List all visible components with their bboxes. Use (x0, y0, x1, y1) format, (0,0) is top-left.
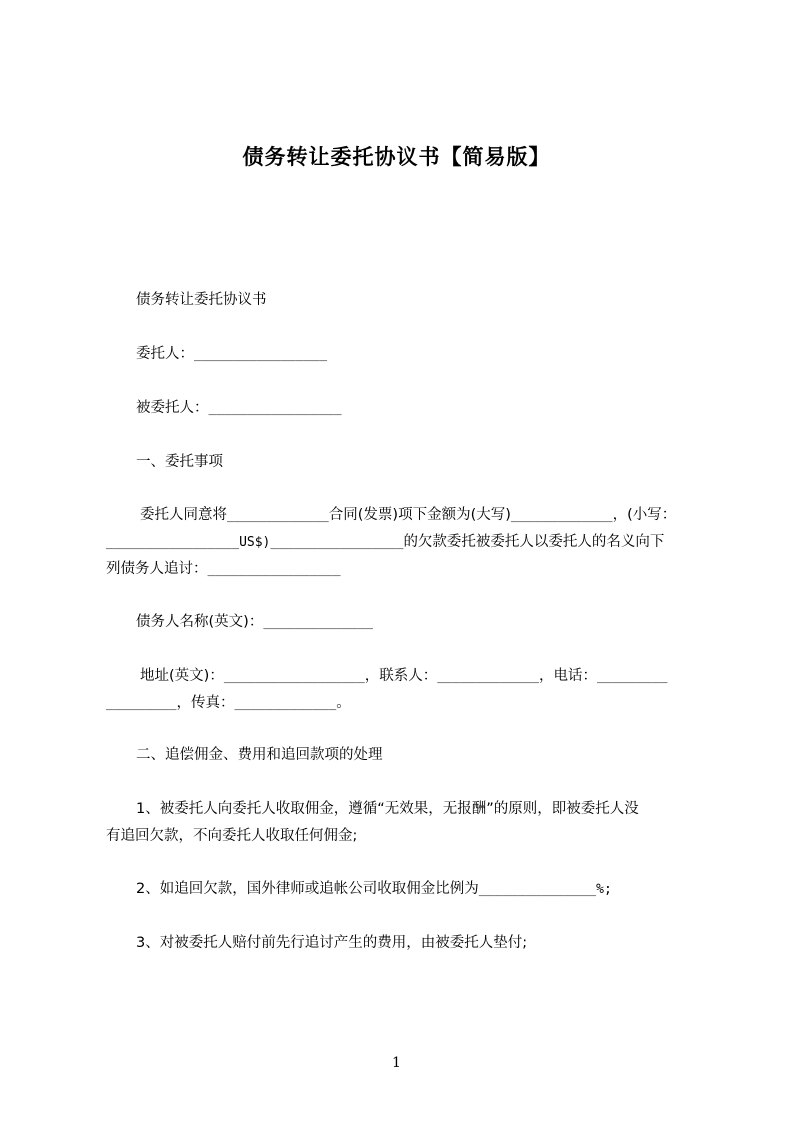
amount-blank-2: _________________ (270, 535, 404, 550)
address-label: 地址(英文)： (140, 668, 224, 684)
para1-line1 (140, 506, 740, 525)
contact-blank: _____________ (437, 669, 539, 684)
phone-blank: _________ (596, 669, 668, 684)
agent-line (136, 399, 736, 418)
para1-line3 (106, 560, 706, 579)
currency-label: US$) (239, 535, 271, 550)
section2-heading: 二、追偿佣金、费用和追回款项的处理 (136, 747, 383, 763)
address-line2 (106, 694, 706, 713)
amount-figures-blank: _________________ (106, 535, 240, 550)
client-blank: _________________ (194, 347, 328, 362)
contact-label: ，联系人： (364, 668, 438, 684)
client-label: 委托人： (136, 346, 194, 362)
document-title: 债务转让委托协议书【简易版】 (242, 145, 551, 169)
contract-blank: _____________ (227, 508, 329, 523)
address-line1 (140, 667, 740, 686)
para1-text-j: 列债务人追讨： (106, 561, 208, 577)
phone-label: ，电话： (538, 668, 597, 684)
page-number: 1 (392, 1055, 401, 1071)
item1-line2: 有追回欠款，不向委托人收取任何佣金; (106, 828, 358, 844)
debtor-name-line (136, 613, 736, 632)
amount-words-blank: _____________ (510, 508, 613, 523)
para1-text-e: ，(小写： (612, 507, 677, 523)
agent-label: 被委托人： (136, 400, 209, 416)
address-blank: __________________ (223, 669, 365, 684)
section1-heading: 一、委托事项 (136, 454, 223, 470)
fax-end: 。 (336, 695, 351, 711)
para1-text-i: 的欠款委托被委托人以委托人的名义向下 (403, 534, 665, 550)
fax-label: ，传真： (176, 695, 235, 711)
debtor-blank: _________________ (207, 562, 341, 577)
phone-blank-continued: _________ (106, 696, 177, 711)
item2-text: 2、如追回欠款，国外律师或追帐公司收取佣金比例为 (136, 881, 479, 897)
agent-blank: _________________ (208, 401, 342, 416)
para1-text-a: 委托人同意将 (140, 507, 227, 523)
subtitle: 债务转让委托协议书 (136, 292, 267, 308)
debtor-name-blank: ______________ (263, 615, 373, 630)
item3-line: 3、对被委托人赔付前先行追讨产生的费用，由被委托人垫付; (136, 935, 528, 951)
para1-line2 (106, 533, 706, 552)
fax-blank: _____________ (234, 696, 337, 711)
item2-line (136, 880, 736, 899)
item2-end: %; (596, 882, 612, 897)
commission-blank: _______________ (478, 882, 597, 897)
item1-line1: 1、被委托人向委托人收取佣金，遵循“无效果，无报酬”的原则，即被委托人没 (136, 801, 639, 817)
debtor-name-label: 债务人名称(英文)： (136, 614, 264, 630)
client-line (136, 345, 736, 364)
para1-text-c: 合同(发票)项下金额为(大写) (328, 507, 511, 523)
